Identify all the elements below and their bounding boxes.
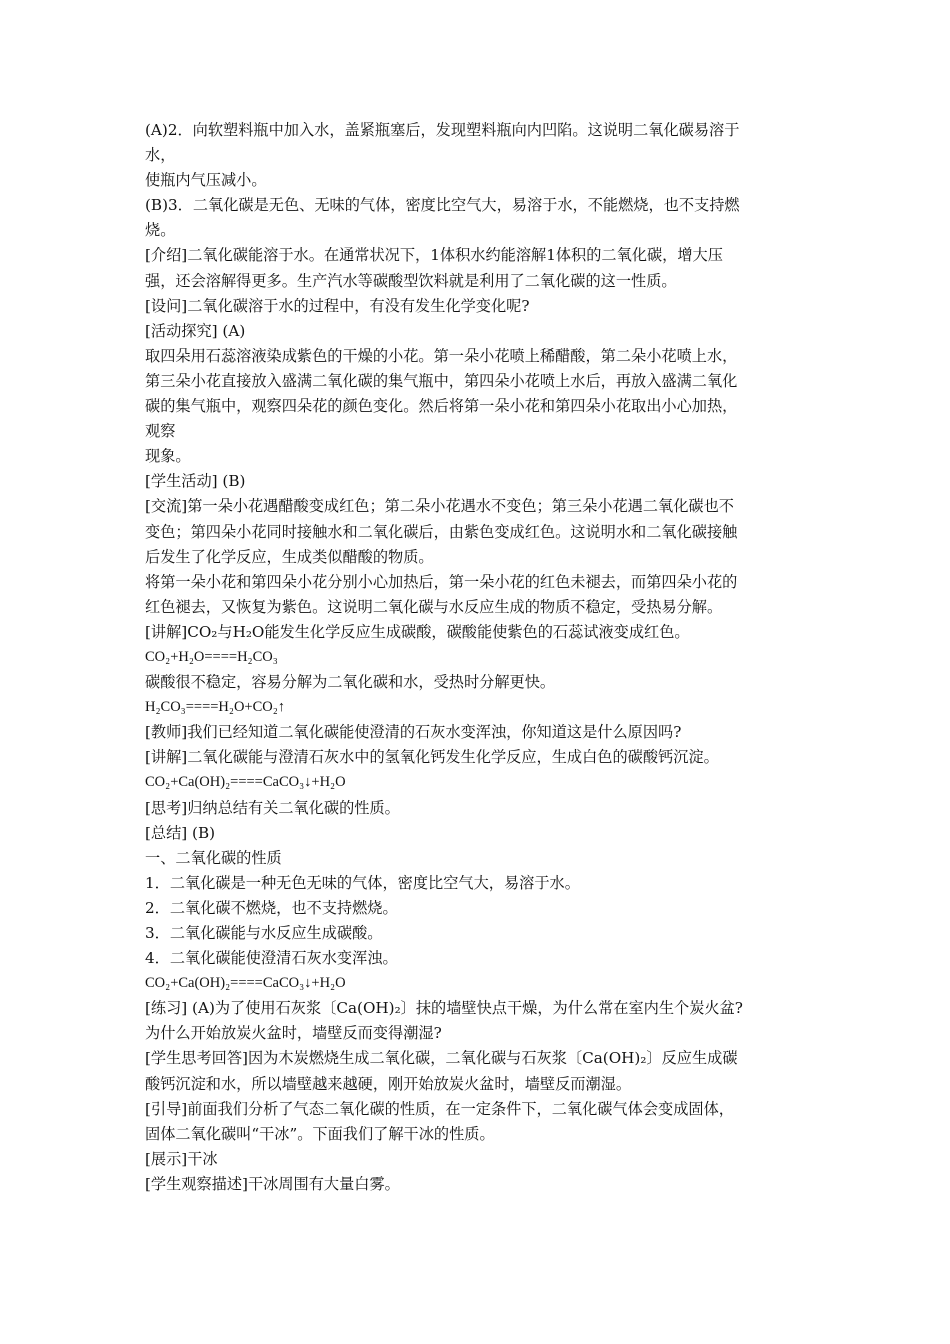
text-line: 使瓶内气压减小。 bbox=[145, 171, 267, 190]
section-heading: 一、二氧化碳的性质 bbox=[145, 848, 282, 867]
text-line: (A)2．向软塑料瓶中加入水，盖紧瓶塞后，发现塑料瓶向内凹陷。这说明二氧化碳易溶于 bbox=[145, 121, 740, 139]
text-line: [学生思考回答]因为木炭燃烧生成二氧化碳，二氧化碳与石灰浆〔Ca(OH)₂〕反应生成碳 bbox=[145, 1049, 738, 1068]
text-line: [总结] (B) bbox=[145, 823, 216, 842]
text-line: [练习] (A)为了使用石灰浆〔Ca(OH)₂〕抹的墙壁快点干燥，为什么常在室内生个炭火盆? bbox=[145, 999, 743, 1018]
text-line: 观察 bbox=[145, 422, 176, 441]
text-line: 取四朵用石蕊溶液染成紫色的干燥的小花。第一朵小花喷上稀醋酸，第二朵小花喷上水， bbox=[145, 346, 738, 365]
text-line: 烧。 bbox=[145, 221, 176, 240]
text-line: 酸钙沉淀和水，所以墙壁越来越硬，刚开始放炭火盆时，墙壁反而潮湿。 bbox=[145, 1074, 631, 1093]
text-line: 变色；第四朵小花同时接触水和二氧化碳后，由紫色变成红色。这说明水和二氧化碳接触 bbox=[145, 522, 738, 541]
text-line: [活动探究] (A) bbox=[145, 321, 246, 340]
text-line: [教师]我们已经知道二氧化碳能使澄清的石灰水变浑浊，你知道这是什么原因吗? bbox=[145, 723, 682, 742]
document-body bbox=[145, 118, 810, 1197]
text-line: (B)3．二氧化碳是无色、无味的气体，密度比空气大，易溶于水，不能燃烧，也不支持燃 bbox=[145, 196, 740, 215]
text-line: [引导]前面我们分析了气态二氧化碳的性质，在一定条件下，二氧化碳气体会变成固体， bbox=[145, 1099, 734, 1118]
text-line: 第三朵小花直接放入盛满二氧化碳的集气瓶中，第四朵小花喷上水后，再放入盛满二氧化 bbox=[145, 371, 738, 390]
list-item: 1．二氧化碳是一种无色无味的气体，密度比空气大，易溶于水。 bbox=[145, 873, 580, 892]
chemical-equation: CO₂+H₂O====H₂CO₃ bbox=[145, 648, 278, 665]
text-line: 强，还会溶解得更多。生产汽水等碳酸型饮料就是利用了二氧化碳的这一性质。 bbox=[145, 271, 677, 290]
list-item: 4．二氧化碳能使澄清石灰水变浑浊。 bbox=[145, 949, 398, 968]
text-line: [展示]干冰 bbox=[145, 1149, 218, 1168]
chemical-equation: CO₂+Ca(OH)₂====CaCO₃↓+H₂O bbox=[145, 774, 346, 791]
text-line: [学生观察描述]干冰周围有大量白雾。 bbox=[145, 1174, 400, 1193]
text-line: 现象。 bbox=[145, 447, 191, 466]
text-line: [设问]二氧化碳溶于水的过程中，有没有发生化学变化呢? bbox=[145, 296, 530, 315]
chemical-equation: CO₂+Ca(OH)₂====CaCO₃↓+H₂O bbox=[145, 975, 346, 992]
text-line: 后发生了化学反应，生成类似醋酸的物质。 bbox=[145, 547, 434, 566]
text-line: 碳酸很不稳定，容易分解为二氧化碳和水，受热时分解更快。 bbox=[145, 673, 556, 692]
text-line: [思考]归纳总结有关二氧化碳的性质。 bbox=[145, 798, 400, 817]
text-line: [学生活动] (B) bbox=[145, 472, 246, 491]
text-line: [介绍]二氧化碳能溶于水。在通常状况下，1体积水约能溶解1体积的二氧化碳，增大压 bbox=[145, 246, 723, 265]
text-line: 碳的集气瓶中，观察四朵花的颜色变化。然后将第一朵小花和第四朵小花取出小心加热， bbox=[145, 397, 738, 416]
list-item: 3．二氧化碳能与水反应生成碳酸。 bbox=[145, 924, 383, 942]
text-line: 为什么开始放炭火盆时，墙壁反而变得潮湿? bbox=[145, 1024, 442, 1043]
text-line: [讲解]CO₂与H₂O能发生化学反应生成碳酸，碳酸能使紫色的石蕊试液变成红色。 bbox=[145, 622, 690, 641]
text-line: 固体二氧化碳叫“干冰”。下面我们了解干冰的性质。 bbox=[145, 1124, 495, 1143]
chemical-equation: H₂CO₃====H₂O+CO₂↑ bbox=[145, 699, 286, 716]
text-line: 将第一朵小花和第四朵小花分别小心加热后，第一朵小花的红色未褪去，而第四朵小花的 bbox=[145, 572, 738, 591]
text-line: [交流]第一朵小花遇醋酸变成红色；第二朵小花遇水不变色；第三朵小花遇二氧化碳也不 bbox=[145, 497, 734, 516]
text-line: 红色褪去，又恢复为紫色。这说明二氧化碳与水反应生成的物质不稳定，受热易分解。 bbox=[145, 597, 723, 616]
list-item: 2．二氧化碳不燃烧，也不支持燃烧。 bbox=[145, 898, 398, 917]
text-line: 水， bbox=[145, 146, 176, 165]
text-line: [讲解]二氧化碳能与澄清石灰水中的氢氧化钙发生化学反应，生成白色的碳酸钙沉淀。 bbox=[145, 748, 719, 767]
